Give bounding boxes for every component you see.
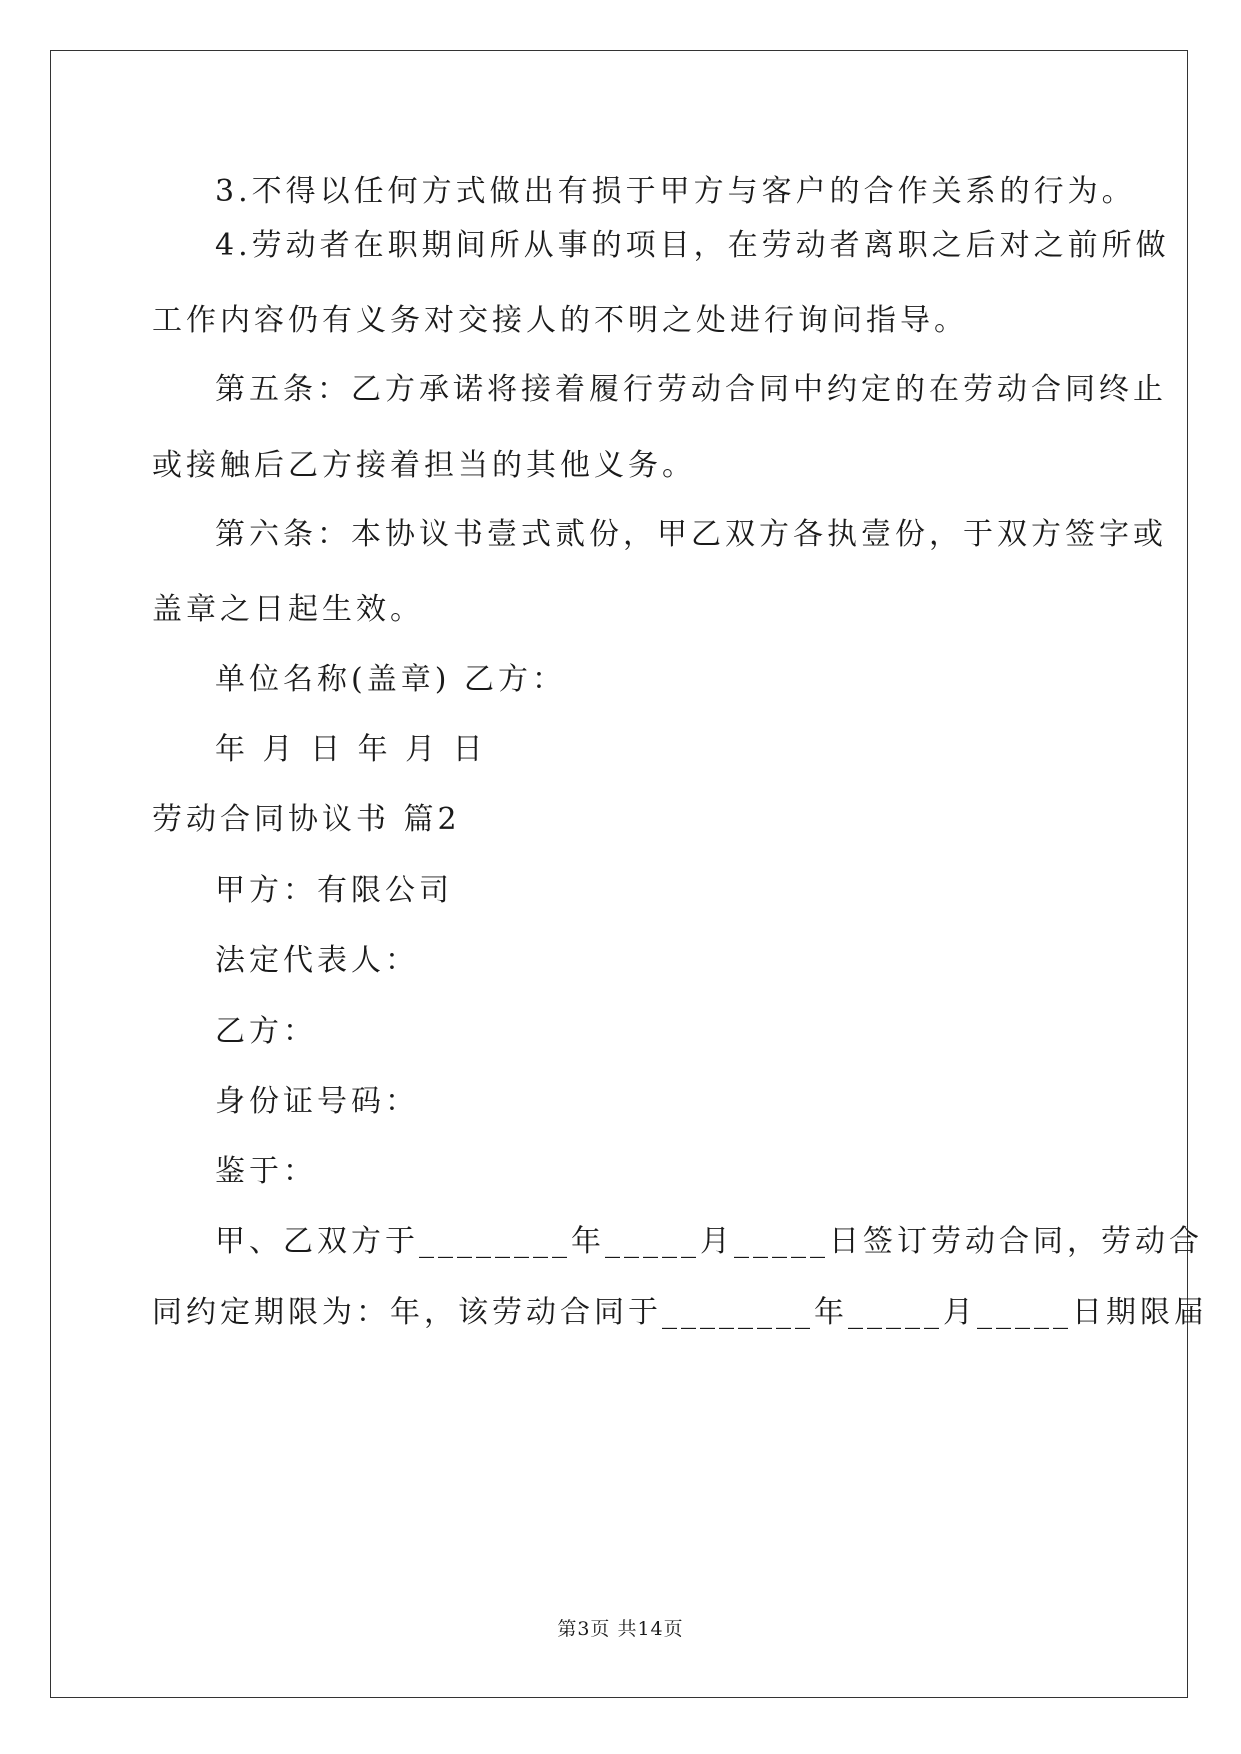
contract-date-line-1: 甲、乙双方于________年_____月_____日签订劳动合同，劳动合 [215, 1224, 1203, 1259]
article-5-line-1: 第五条：乙方承诺将接着履行劳动合同中约定的在劳动合同终止 [215, 372, 1167, 407]
id-number-line: 身份证号码： [215, 1084, 419, 1119]
party-b-line: 乙方： [215, 1014, 317, 1049]
date-line: 年 月 日 年 月 日 [215, 732, 487, 767]
article-5-line-2: 或接触后乙方接着担当的其他义务。 [152, 448, 696, 483]
section-heading: 劳动合同协议书 篇2 [152, 802, 461, 837]
signature-line: 单位名称(盖章) 乙方： [215, 662, 566, 697]
clause-3-line: 3.不得以任何方式做出有损于甲方与客户的合作关系的行为。 [215, 174, 1136, 209]
party-a-line: 甲方：有限公司 [215, 873, 453, 908]
page-number-footer: 第3页 共14页 [557, 1618, 684, 1640]
clause-4-line-2: 工作内容仍有义务对交接人的不明之处进行询问指导。 [152, 303, 968, 338]
article-6-line-2: 盖章之日起生效。 [152, 592, 424, 627]
whereas-line: 鉴于： [215, 1154, 317, 1189]
contract-date-line-2: 同约定期限为：年，该劳动合同于________年_____月_____日期限届 [152, 1295, 1208, 1330]
legal-rep-line: 法定代表人： [215, 943, 419, 978]
article-6-line-1: 第六条：本协议书壹式贰份，甲乙双方各执壹份，于双方签字或 [215, 517, 1167, 552]
clause-4-line-1: 4.劳动者在职期间所从事的项目，在劳动者离职之后对之前所做 [215, 228, 1170, 263]
